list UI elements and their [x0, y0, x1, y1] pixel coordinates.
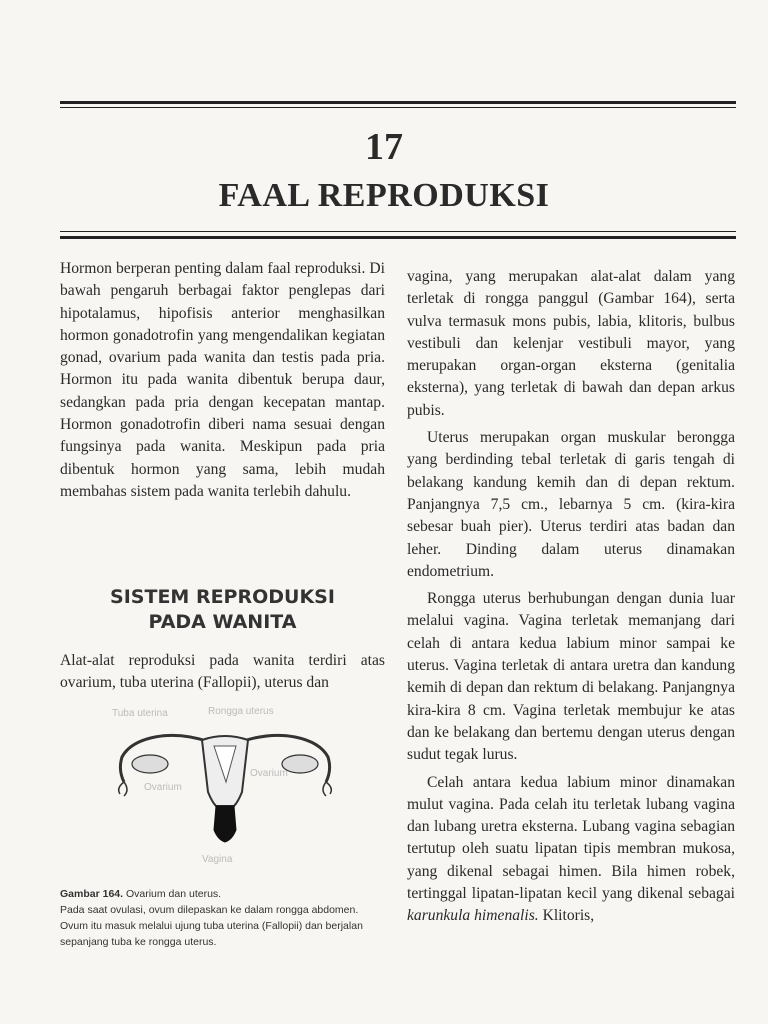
right-paragraph-2: Uterus merupakan organ muskular berongga yang berdinding tebal terletak di garis tengah di belakang kandung kemih dan di depan rektum. Panjangnya 7,5 cm., lebarnya 5 cm. (kira-kira sebesar buah pier). Uterus terdiri atas badan dan leher. Dinding dalam uterus dinamakan endometrium.	[407, 429, 735, 580]
label-ovarium-right: Ovarium	[250, 768, 288, 779]
left-column	[60, 258, 385, 503]
section-body: Alat-alat reproduksi pada wanita terdiri atas ovarium, tuba uterina (Fallopii), uterus dan	[60, 652, 385, 692]
figure-caption	[60, 886, 370, 950]
label-ovarium-left: Ovarium	[144, 782, 182, 793]
top-rule-thin	[60, 107, 736, 108]
uterus-illustration	[110, 702, 340, 872]
p4-end: Klitoris,	[538, 907, 595, 925]
right-paragraph-1: vagina, yang merupakan alat-alat dalam yang terletak di rongga panggul (Gambar 164), serta vulva termasuk mons pubis, labia, klitoris, bulbus vestibuli dan kelenjar vestibuli mayor, yang merupakan organ-organ eksterna (genitalia eksterna), yang terletak di bawah dan depan arkus pubis.	[407, 268, 735, 419]
label-tuba: Tuba uterina	[112, 708, 168, 719]
section-title-line2: PADA WANITA	[148, 611, 297, 633]
top-rule-thick	[60, 101, 736, 104]
bottom-rule-thin	[60, 231, 736, 232]
right-column	[407, 266, 735, 928]
caption-title: Ovarium dan uterus.	[125, 888, 222, 900]
section-title-line1: SISTEM REPRODUKSI	[110, 586, 335, 608]
right-paragraph-4	[407, 772, 735, 928]
label-rongga: Rongga uterus	[208, 706, 274, 717]
caption-label: Gambar 164.	[60, 888, 124, 900]
chapter-number: 17	[365, 126, 403, 168]
section-title	[60, 585, 385, 635]
uterus-figure	[110, 702, 340, 872]
caption-text: Pada saat ovulasi, ovum dilepaskan ke dalam rongga abdomen. Ovum itu masuk melalui ujung tuba uterina (Fallopii) dan berjalan sepanjang tuba ke rongga uterus.	[60, 904, 363, 948]
bottom-rule-thick	[60, 236, 736, 239]
label-vagina: Vagina	[202, 854, 233, 865]
p4-italic: karunkula himenalis.	[407, 907, 539, 925]
p4-start: Celah antara kedua labium minor dinamakan mulut vagina. Pada celah itu terletak lubang vagina dan lubang uretra eksterna. Lubang vagina sebagian tertutup oleh suatu lipatan tipis membran mukosa, yang dikenal sebagai himen. Bila himen robek, tertinggal lipatan-lipatan kecil yang dikenal sebagai	[407, 773, 735, 903]
intro-paragraph: Hormon berperan penting dalam faal reproduksi. Di bawah pengaruh berbagai faktor penglepas dari hipotalamus, hipofisis anterior menghasilkan hormon gonadotrofin yang mengendalikan kegiatan gonad, ovarium pada wanita dan testis pada pria. Hormon itu pada wanita dibentuk berupa daur, sedangkan pada pria dengan kecepatan mantap. Hormon gonadotrofin diberi nama sesuai dengan fungsinya pada wanita. Meskipun pada pria dibentuk hormon yang sama, lebih mudah membahas sistem pada wanita terlebih dahulu.	[60, 260, 385, 500]
right-paragraph-3: Rongga uterus berhubungan dengan dunia luar melalui vagina. Vagina terletak memanjang dari celah di antara kedua labium minor sampai ke uterus. Vagina terletak di antara uretra dan kandung kemih di depan dan rektum di belakang. Panjangnya kira-kira 8 cm. Vagina terletak membujur ke atas dan ke belakang dan bertemu dengan uterus dengan sudut tegak lurus.	[407, 590, 735, 764]
chapter-title: FAAL REPRODUKSI	[218, 177, 550, 214]
